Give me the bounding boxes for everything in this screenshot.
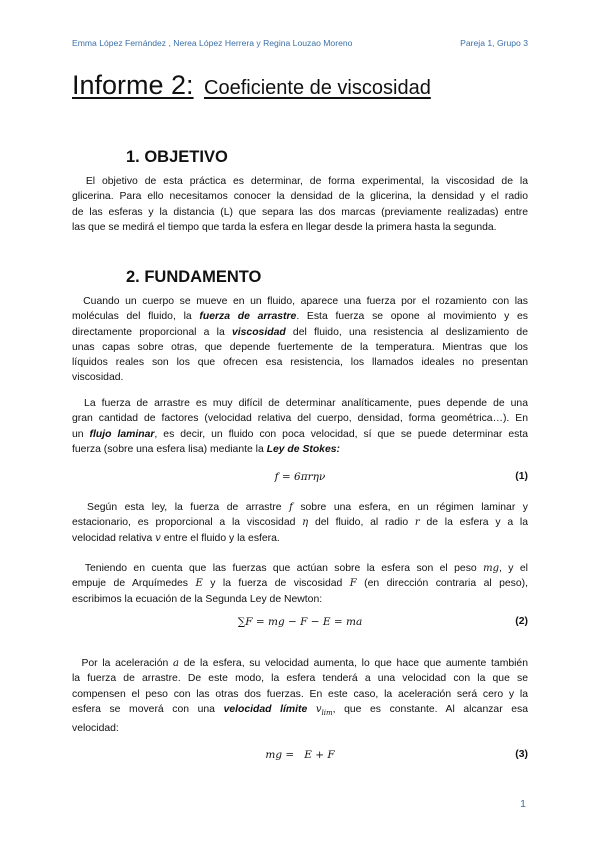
term-viscosidad: viscosidad xyxy=(231,326,286,338)
p5-line-2: la fuerza de arrastre. De este modo, la esfera tenderá a una velocidad con la que se xyxy=(72,673,528,685)
equation-1 xyxy=(72,471,528,487)
term-flujo-laminar: flujo laminar xyxy=(89,428,155,440)
p1-line-6: viscosidad. xyxy=(72,372,124,384)
heading-fundamento: 2. FUNDAMENTO xyxy=(126,268,262,286)
paragraph-fundamento-5 xyxy=(72,656,528,737)
p1-line-2: moléculas del fluido, la fuerza de arrastre. Esta fuerza se opone al movimiento y es xyxy=(72,311,528,323)
term-velocidad-limite: velocidad límite xyxy=(223,703,308,715)
objetivo-line-3: de las esferas y la distancia (L) que separa las dos marcas (previamente realizadas) entre xyxy=(72,206,528,218)
title-prefix: Informe 2: xyxy=(72,70,194,100)
p1-line-1: Cuando un cuerpo se mueve en un fluido, aparece una fuerza por el rozamiento con las xyxy=(83,296,528,307)
p2-line-3: un flujo laminar, es decir, un fluido con poca velocidad, sí que se puede determinar esta xyxy=(72,428,528,440)
p2-line-2: gran cantidad de factores (velocidad relativa del cuerpo, densidad, forma geométrica…). En xyxy=(72,413,528,425)
header-group: Pareja 1, Grupo 3 xyxy=(460,38,528,48)
p4-line-3: escribimos la ecuación de la Segunda Ley de Newton: xyxy=(72,593,323,605)
objetivo-line-1: El objetivo de esta práctica es determinar, de forma experimental, la viscosidad de la xyxy=(85,176,528,187)
p5-line-1: Por la aceleración a de la esfera, su velocidad aumenta, lo que hace que aumente también xyxy=(81,658,528,669)
p5-line-3: compensen el peso con las otras dos fuerzas. En este caso, la aceleración será cero y la xyxy=(72,688,528,700)
term-fuerza-de-arrastre: fuerza de arrastre xyxy=(199,311,297,323)
equation-2 xyxy=(72,616,528,632)
heading-objetivo: 1. OBJETIVO xyxy=(126,148,228,166)
equation-1-expression: f = 6πrην xyxy=(274,471,326,483)
paragraph-fundamento-2 xyxy=(72,396,528,457)
header-authors: Emma López Fernández , Nerea López Herrera y Regina Louzao Moreno xyxy=(72,38,353,48)
p5-line-5: velocidad: xyxy=(72,723,119,735)
objetivo-line-2: glicerina. Para ello necesitamos conocer la densidad de la glicerina, la densidad y el radio xyxy=(72,191,528,203)
p2-line-4: fuerza (sobre una esfera lisa) mediante la Ley de Stokes: xyxy=(72,443,340,455)
equation-2-expression: ∑F = mg − F − E = ma xyxy=(237,616,363,628)
page-title xyxy=(72,70,431,101)
paragraph-fundamento-3 xyxy=(72,500,528,546)
term-ley-de-stokes: Ley de Stokes: xyxy=(266,443,340,455)
p1-line-3: directamente proporcional a la viscosidad del fluido, una resistencia al deslizamiento de xyxy=(72,326,528,338)
equation-3 xyxy=(72,749,528,765)
p1-line-4: unas capas sobre otras, que depende fuertemente de la temperatura. Mientras que los xyxy=(72,341,528,353)
p4-line-1: Teniendo en cuenta que las fuerzas que actúan sobre la esfera son el peso mg, y el xyxy=(84,563,528,574)
p2-line-1: La fuerza de arrastre es muy difícil de determinar analíticamente, pues depende de una xyxy=(84,398,528,409)
page-number: 1 xyxy=(520,798,526,810)
equation-3-number: (3) xyxy=(515,749,528,760)
paragraph-objetivo xyxy=(72,174,528,235)
paragraph-fundamento-4 xyxy=(72,561,528,607)
equation-1-number: (1) xyxy=(515,471,528,482)
equation-3-expression: mg = E + F xyxy=(265,749,335,761)
objetivo-line-4: las que se medirá el tiempo que tarda la esfera en llegar desde la primera hasta la segunda. xyxy=(72,221,497,233)
p4-line-2: empuje de Arquímedes E y la fuerza de viscosidad F (en dirección contraria al peso), xyxy=(72,578,528,590)
p3-line-3: velocidad relativa v entre el fluido y la esfera. xyxy=(72,532,280,544)
p3-line-2: estacionario, es proporcional a la viscosidad η del fluido, al radio r de la esfera y a la xyxy=(72,517,528,529)
paragraph-fundamento-1 xyxy=(72,294,528,386)
equation-2-number: (2) xyxy=(515,616,528,627)
p3-line-1: Según esta ley, la fuerza de arrastre f sobre una esfera, en un régimen laminar y xyxy=(87,502,528,513)
title-subject: Coeficiente de viscosidad xyxy=(204,77,431,99)
p1-line-5: líquidos reales son los que ofrecen esa resistencia, los llamados ideales no presentan xyxy=(72,357,528,369)
p5-line-4: esfera se moverá con una velocidad límite $v_{lim}$, que es constante. Al alcanzar esa xyxy=(72,703,528,717)
